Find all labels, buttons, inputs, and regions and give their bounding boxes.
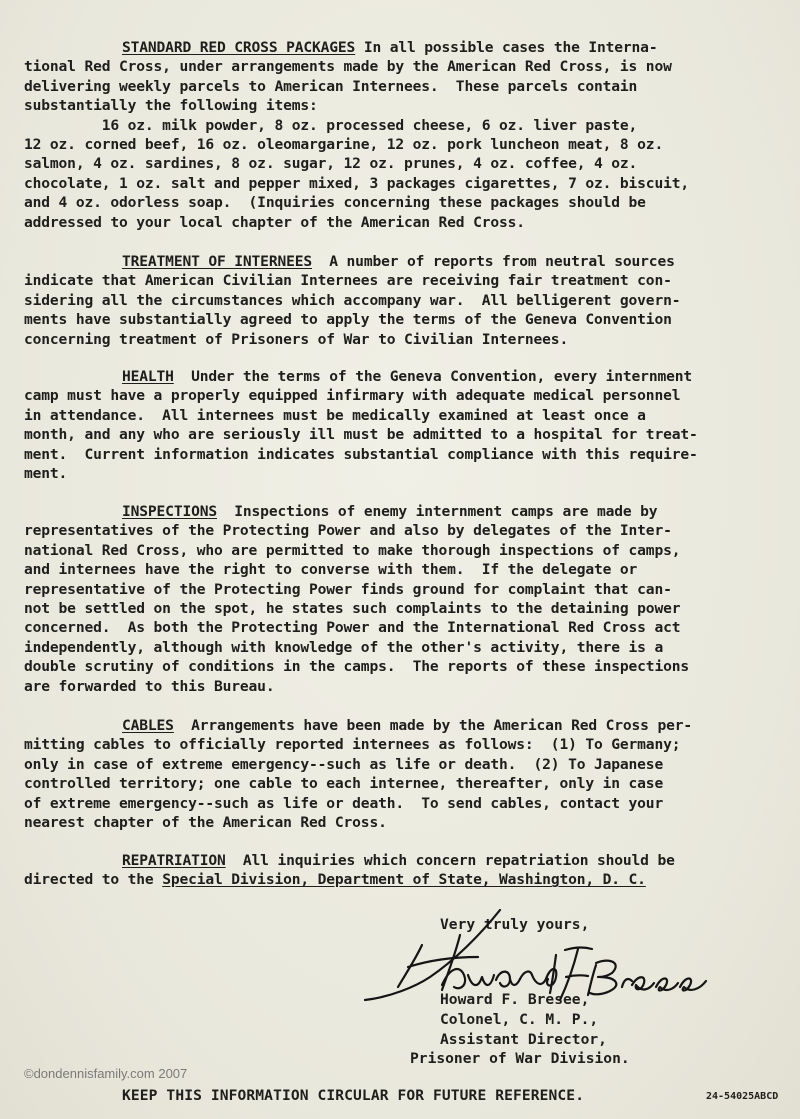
section-health <box>24 367 784 483</box>
section-line: chocolate, 1 oz. salt and pepper mixed, 3 packages cigarettes, 7 oz. biscuit, <box>24 174 689 192</box>
section-heading: REPATRIATION <box>122 852 226 869</box>
section-line: indicate that American Civilian Internees are receiving fair treatment con- <box>24 272 672 290</box>
form-code: 24-54025ABCD <box>706 1091 779 1102</box>
section-line: controlled territory; one cable to each internee, thereafter, only in case <box>24 775 664 793</box>
copyright-watermark: ©dondennisfamily.com 2007 <box>24 1066 188 1081</box>
section-line: in attendance. All internees must be medically examined at least once a <box>24 406 646 424</box>
section-line: ment. <box>24 465 68 483</box>
section-line: substantially the following items: <box>24 97 318 115</box>
section-line: only in case of extreme emergency--such as life or death. (2) To Japanese <box>24 755 664 773</box>
section-heading: CABLES <box>122 717 174 734</box>
section-heading: HEALTH <box>122 368 174 385</box>
section-line: are forwarded to this Bureau. <box>24 677 275 695</box>
section-cables <box>24 716 784 832</box>
section-line: ments have substantially agreed to apply the terms of the Geneva Convention <box>24 311 672 329</box>
section-line: representative of the Protecting Power finds ground for complaint that can- <box>24 580 672 598</box>
section-line: camp must have a properly equipped infirmary with adequate medical personnel <box>24 387 681 405</box>
section-repatriation <box>24 851 784 890</box>
salutation: Very truly yours, <box>440 916 590 933</box>
section-line: 16 oz. milk powder, 8 oz. processed cheese, 6 oz. liver paste, <box>24 116 638 134</box>
section-first-line: Under the terms of the Geneva Convention, every internment <box>173 368 692 385</box>
section-standard-packages <box>24 38 784 232</box>
section-line: double scrutiny of conditions in the camps. The reports of these inspections <box>24 658 689 676</box>
footer-notice: KEEP THIS INFORMATION CIRCULAR FOR FUTURE REFERENCE. <box>122 1087 585 1104</box>
section-line: and 4 oz. odorless soap. (Inquiries concerning these packages should be <box>24 194 646 212</box>
section-line: delivering weekly parcels to American Internees. These parcels contain <box>24 77 638 95</box>
section-first-line: Arrangements have been made by the American Red Cross per- <box>173 717 692 734</box>
section-line: of extreme emergency--such as life or death. To send cables, contact your <box>24 794 664 812</box>
section-line: addressed to your local chapter of the American Red Cross. <box>24 213 525 231</box>
section-line: independently, although with knowledge of the other's activity, there is a <box>24 638 664 656</box>
section-line: salmon, 4 oz. sardines, 8 oz. sugar, 12 oz. prunes, 4 oz. coffee, 4 oz. <box>24 155 638 173</box>
signer-title: Assistant Director, <box>440 1031 607 1048</box>
signer-rank: Colonel, C. M. P., <box>440 1011 599 1028</box>
section-line: nearest chapter of the American Red Cross. <box>24 814 387 832</box>
section-first-line: Inspections of enemy internment camps are made by <box>217 503 658 520</box>
section-line: directed to the <box>24 871 163 889</box>
section-line: concerned. As both the Protecting Power and the International Red Cross act <box>24 619 681 637</box>
section-line: concerning treatment of Prisoners of War to Civilian Internees. <box>24 330 569 348</box>
section-inspections <box>24 502 784 696</box>
section-first-line: In all possible cases the Interna- <box>355 39 658 56</box>
section-line: sidering all the circumstances which accompany war. All belligerent govern- <box>24 291 681 309</box>
section-heading: INSPECTIONS <box>122 503 217 520</box>
section-line: month, and any who are seriously ill must be admitted to a hospital for treat- <box>24 426 698 444</box>
section-line: 12 oz. corned beef, 16 oz. oleomargarine, 12 oz. pork luncheon meat, 8 oz. <box>24 136 664 154</box>
section-line: ment. Current information indicates substantial compliance with this require- <box>24 445 698 463</box>
section-line: representatives of the Protecting Power and also by delegates of the Inter- <box>24 522 672 540</box>
department-address: Special Division, Department of State, Washington, D. C. <box>162 871 646 889</box>
signer-name: Howard F. Bresee, <box>440 991 590 1008</box>
section-first-line: A number of reports from neutral sources <box>312 253 675 270</box>
signature-text: Howard F. Bresee <box>360 905 370 906</box>
signer-division: Prisoner of War Division. <box>410 1050 630 1067</box>
section-line: tional Red Cross, under arrangements made by the American Red Cross, is now <box>24 58 672 76</box>
section-line: national Red Cross, who are permitted to make thorough inspections of camps, <box>24 541 681 559</box>
section-heading: TREATMENT OF INTERNEES <box>122 253 312 270</box>
section-treatment <box>24 252 784 349</box>
section-heading: STANDARD RED CROSS PACKAGES <box>122 39 356 56</box>
section-line: mitting cables to officially reported internees as follows: (1) To Germany; <box>24 736 681 754</box>
section-line: and internees have the right to converse with them. If the delegate or <box>24 561 638 579</box>
section-first-line: All inquiries which concern repatriation should be <box>225 852 675 869</box>
section-line: not be settled on the spot, he states such complaints to the detaining power <box>24 600 681 618</box>
